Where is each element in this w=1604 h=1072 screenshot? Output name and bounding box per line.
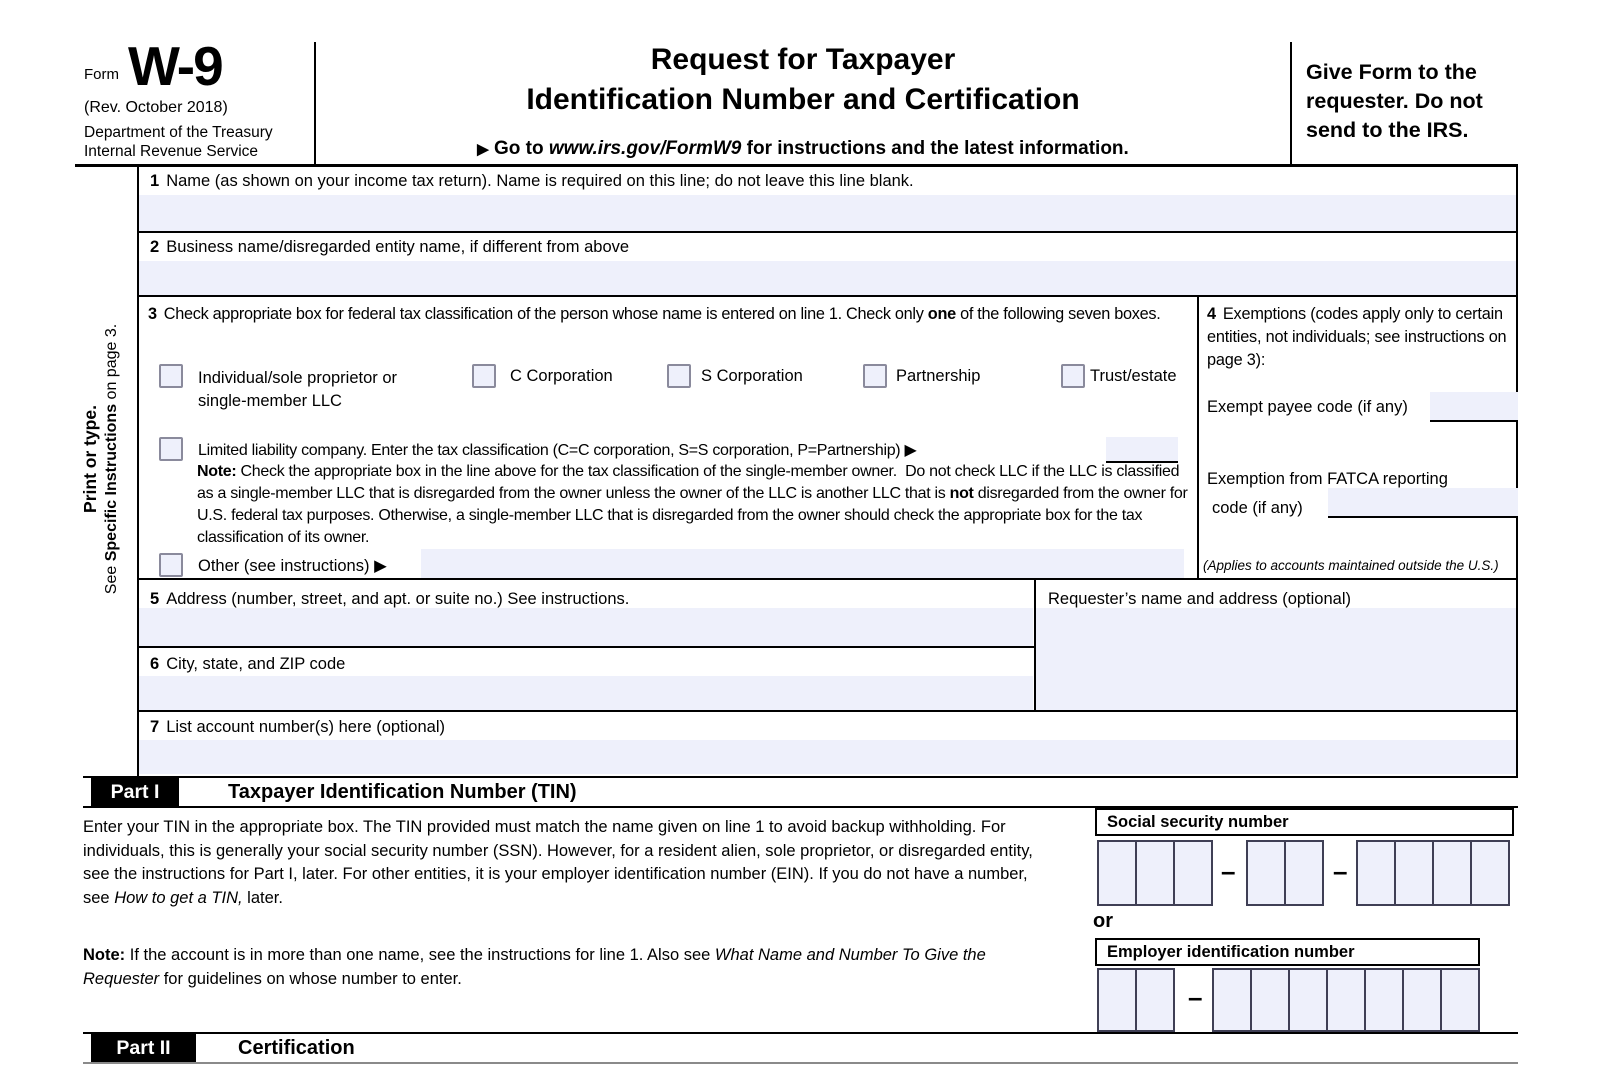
requester-input[interactable]: [1036, 608, 1516, 710]
checkbox-other[interactable]: [159, 553, 183, 577]
ssn-cell[interactable]: [1097, 840, 1137, 906]
checkbox-s-corporation[interactable]: [667, 364, 691, 388]
ssn-group-3: [1356, 840, 1510, 906]
form-word: Form: [84, 66, 119, 83]
part1-note: Note: If the account is in more than one name, see the instructions for line 1. Also see What Name and Number To Give the Requester for guidelines on whose number to enter.: [83, 946, 986, 988]
ssn-cell[interactable]: [1173, 840, 1213, 906]
ssn-cell[interactable]: [1356, 840, 1396, 906]
or-label: or: [1093, 910, 1113, 932]
ssn-cell[interactable]: [1135, 840, 1175, 906]
goto-url[interactable]: www.irs.gov/FormW9: [548, 138, 742, 159]
row5-border: [137, 646, 1034, 648]
form-revision: (Rev. October 2018): [84, 99, 228, 116]
ssn-label-box: Social security number: [1095, 808, 1514, 836]
part2-badge: Part II: [91, 1034, 196, 1062]
right-arrow-icon: ▶: [374, 557, 387, 575]
goto-suffix: for instructions and the latest information.: [741, 138, 1129, 159]
service-label: Internal Revenue Service: [84, 143, 259, 160]
name-input[interactable]: [139, 195, 1516, 231]
checkbox-c-corporation-label: C Corporation: [510, 367, 613, 385]
line3-label: 3 Check appropriate box for federal tax classification of the person whose name is entered on line 1. Check only one of the following seven boxes.: [148, 305, 1161, 323]
header-bottom-rule: [75, 164, 1518, 167]
ssn-dash-2: –: [1333, 856, 1348, 886]
account-numbers-input[interactable]: [139, 740, 1516, 774]
goto-prefix: Go to: [494, 138, 549, 159]
form-title-line1: Request for Taxpayer: [650, 43, 956, 76]
checkbox-s-corporation-label: S Corporation: [701, 367, 803, 385]
business-name-input[interactable]: [139, 261, 1516, 295]
checkbox-trust-estate[interactable]: [1061, 364, 1085, 388]
part1-paragraph: Enter your TIN in the appropriate box. The TIN provided must match the name given on line 1 to avoid backup withholding. For individuals, this is generally your social security number (SSN). However, for a resident alien, sole proprietor, or disregarded entity, see the instructions for Part I, later. For other entities, it is your employer identification number (EIN). If you do not have a number, see How to get a TIN, later.: [83, 818, 1033, 907]
right-arrow-icon: ▶: [477, 141, 489, 158]
checkbox-individual-label: Individual/sole proprietor or single-member LLC: [198, 369, 398, 410]
ssn-dash-1: –: [1221, 856, 1236, 886]
row6-border: [137, 710, 1518, 712]
fatca-code-input[interactable]: [1328, 488, 1518, 518]
checkbox-trust-estate-label: Trust/estate: [1090, 367, 1177, 385]
ein-cell[interactable]: [1440, 968, 1480, 1032]
requester-divider: [1034, 580, 1036, 710]
part2-top-rule: [83, 1032, 1518, 1034]
checkbox-other-label: Other (see instructions) ▶: [198, 557, 387, 575]
llc-classification-input[interactable]: [1106, 437, 1178, 463]
ein-cell[interactable]: [1326, 968, 1366, 1032]
part1-top-rule: [83, 776, 1518, 778]
sidebar-line2: See Specific Instructions on page 3.: [103, 323, 120, 595]
checkbox-llc-label: Limited liability company. Enter the tax classification (C=C corporation, S=S corporation, P=Partnership) ▶: [198, 442, 917, 459]
ein-cell[interactable]: [1097, 968, 1137, 1032]
exempt-payee-label: Exempt payee code (if any): [1207, 398, 1408, 416]
form-title-block: [320, 42, 1286, 160]
ssn-cell[interactable]: [1394, 840, 1434, 906]
row2-border: [137, 295, 1518, 297]
print-or-type-sidebar: [80, 259, 134, 659]
line4-label: 4 Exemptions (codes apply only to certain entities, not individuals; see instructions on page 3):: [1207, 305, 1507, 369]
ein-group-1: [1097, 968, 1175, 1032]
section3-border: [137, 578, 1518, 580]
line6-label: 6 City, state, and ZIP code: [150, 655, 346, 673]
ein-cell[interactable]: [1250, 968, 1290, 1032]
checkbox-individual[interactable]: [159, 364, 183, 388]
requester-label: Requester’s name and address (optional): [1048, 590, 1351, 608]
ssn-group-2: [1246, 840, 1324, 906]
line1-label: 1 Name (as shown on your income tax return). Name is required on this line; do not leave this line blank.: [150, 172, 914, 190]
line2-label: 2 Business name/disregarded entity name, if different from above: [150, 238, 630, 256]
llc-note: Note: Check the appropriate box in the line above for the tax classification of the single-member owner. Do not check LLC if the LLC is classified as a single-member LLC that is disregarded from the owner unless the owner of the LLC is another LLC that is not disregarded from the owner for U.S. federal tax purposes. Otherwise, a single-member LLC that is disregarded from the owner should check the appropriate box for the tax classification of its owner.: [197, 463, 1188, 546]
applies-note: (Applies to accounts maintained outside the U.S.): [1203, 558, 1499, 573]
checkbox-partnership-label: Partnership: [896, 367, 981, 385]
ein-cell[interactable]: [1402, 968, 1442, 1032]
section3-4-divider: [1197, 297, 1199, 578]
ein-cell[interactable]: [1288, 968, 1328, 1032]
checkbox-llc[interactable]: [159, 437, 183, 461]
line5-label: 5 Address (number, street, and apt. or suite no.) See instructions.: [150, 590, 630, 608]
fatca-label-line2: code (if any): [1212, 499, 1303, 517]
other-input[interactable]: [421, 549, 1184, 578]
ein-label-box: Employer identification number: [1095, 938, 1480, 966]
line7-label: 7 List account number(s) here (optional): [150, 718, 445, 736]
part1-title: Taxpayer Identification Number (TIN): [228, 781, 577, 803]
goto-line: [320, 138, 1286, 160]
ein-cell[interactable]: [1135, 968, 1175, 1032]
ein-cell[interactable]: [1212, 968, 1252, 1032]
ssn-cell[interactable]: [1470, 840, 1510, 906]
mainbox-right-border: [1516, 167, 1518, 777]
header-divider-right: [1290, 42, 1292, 166]
ein-dash: –: [1188, 982, 1203, 1012]
part2-bottom-rule: [83, 1062, 1518, 1064]
part1-badge: Part I: [91, 778, 179, 806]
city-state-zip-input[interactable]: [139, 676, 1033, 710]
ssn-cell[interactable]: [1246, 840, 1286, 906]
exempt-payee-code-input[interactable]: [1430, 392, 1518, 422]
ssn-group-1: [1097, 840, 1213, 906]
department-label: Department of the Treasury: [84, 124, 273, 141]
give-form-note: Give Form to the requester. Do not send to the IRS.: [1306, 60, 1483, 142]
fatca-label-line1: Exemption from FATCA reporting: [1207, 470, 1448, 488]
ein-cell[interactable]: [1364, 968, 1404, 1032]
address-input[interactable]: [139, 608, 1033, 646]
form-number: W-9: [128, 35, 222, 97]
row1-border: [137, 231, 1518, 233]
right-arrow-icon: ▶: [904, 442, 917, 459]
checkbox-c-corporation[interactable]: [472, 364, 496, 388]
ein-group-2: [1212, 968, 1480, 1032]
part2-title: Certification: [238, 1037, 355, 1059]
sidebar-line1: Print or type.: [80, 405, 100, 513]
ssn-cell[interactable]: [1284, 840, 1324, 906]
form-title-line2: Identification Number and Certification: [526, 83, 1080, 116]
ssn-cell[interactable]: [1432, 840, 1472, 906]
checkbox-partnership[interactable]: [863, 364, 887, 388]
header-divider-left: [314, 42, 316, 166]
